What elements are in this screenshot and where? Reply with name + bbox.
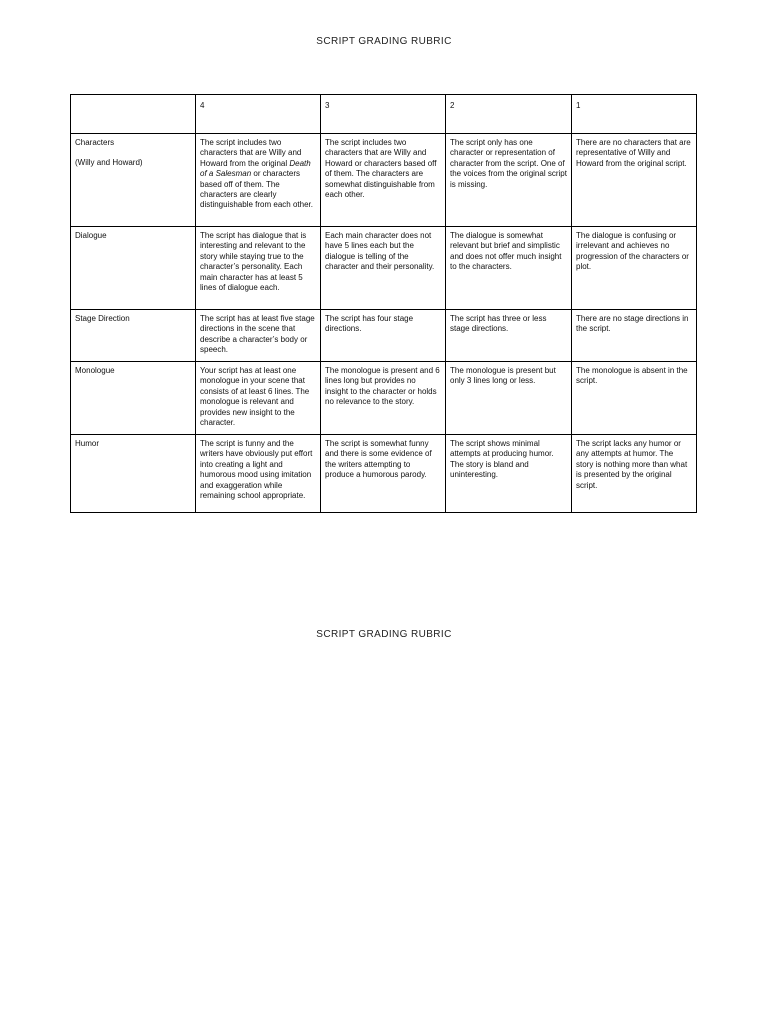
score-4-cell bbox=[196, 134, 321, 227]
score-4-cell: The script has at least five stage directions in the scene that describe a character’s body or speech. bbox=[196, 310, 321, 362]
score-1-cell: The dialogue is confusing or irrelevant and achieves no progression of the characters or plot. bbox=[572, 227, 697, 310]
score-1-cell: There are no characters that are representative of Willy and Howard from the original script. bbox=[572, 134, 697, 227]
criterion-cell bbox=[71, 134, 196, 227]
score-3-cell: The script is somewhat funny and there is some evidence of the writers attempting to produce a humorous parody. bbox=[321, 435, 446, 513]
score-1-cell: There are no stage directions in the script. bbox=[572, 310, 697, 362]
score-2-cell: The dialogue is somewhat relevant but brief and simplistic and does not offer much insight to the characters. bbox=[446, 227, 572, 310]
criterion-label: Characters bbox=[75, 138, 115, 147]
header-cell-criterion bbox=[71, 95, 196, 134]
page-title: SCRIPT GRADING RUBRIC bbox=[316, 36, 452, 47]
score-1-cell: The monologue is absent in the script. bbox=[572, 362, 697, 435]
header-cell-score-4: 4 bbox=[196, 95, 321, 134]
score-4-cell: Your script has at least one monologue in your scene that consists of at least 6 lines. The monologue is relevant and provides new insight to the character. bbox=[196, 362, 321, 435]
header-cell-score-3: 3 bbox=[321, 95, 446, 134]
score-2-cell: The monologue is present but only 3 lines long or less. bbox=[446, 362, 572, 435]
score-3-cell: The script includes two characters that are Willy and Howard or characters based off of them. The characters are somewhat distinguishable from each other. bbox=[321, 134, 446, 227]
table-row-dialogue bbox=[71, 227, 697, 310]
score-4-text: The script includes two characters that are Willy and Howard from the original bbox=[200, 138, 302, 168]
criterion-sublabel: (Willy and Howard) bbox=[75, 158, 143, 168]
rubric-table bbox=[70, 94, 697, 513]
criterion-cell: Monologue bbox=[71, 362, 196, 435]
score-3-cell: Each main character does not have 5 lines each but the dialogue is telling of the character and their personality. bbox=[321, 227, 446, 310]
play-title: Death of a Salesman bbox=[200, 158, 311, 179]
score-4-cell: The script is funny and the writers have obviously put effort into creating a light and humorous mood using imitation and exaggeration while remaining school appropriate. bbox=[196, 435, 321, 513]
header-cell-score-1: 1 bbox=[572, 95, 697, 134]
score-2-cell: The script has three or less stage directions. bbox=[446, 310, 572, 362]
table-row-characters bbox=[71, 134, 697, 227]
score-4-text-continued: or characters based off of them. The characters are clearly distinguishable from each other. bbox=[200, 169, 313, 210]
criterion-cell: Dialogue bbox=[71, 227, 196, 310]
page-title-repeat: SCRIPT GRADING RUBRIC bbox=[316, 629, 452, 640]
table-row-humor bbox=[71, 435, 697, 513]
score-2-cell: The script only has one character or representation of character from the script. One of the voices from the original script is missing. bbox=[446, 134, 572, 227]
table-row-monologue bbox=[71, 362, 697, 435]
score-4-cell: The script has dialogue that is interesting and relevant to the story while staying true to the character’s personality. Each main character has at least 5 lines of dialogue each. bbox=[196, 227, 321, 310]
criterion-cell: Stage Direction bbox=[71, 310, 196, 362]
score-3-cell: The script has four stage directions. bbox=[321, 310, 446, 362]
score-2-cell: The script shows minimal attempts at producing humor. The story is bland and uninteresting. bbox=[446, 435, 572, 513]
header-cell-score-2: 2 bbox=[446, 95, 572, 134]
score-1-cell: The script lacks any humor or any attempts at humor. The story is nothing more than what is presented by the original script. bbox=[572, 435, 697, 513]
score-3-cell: The monologue is present and 6 lines long but provides no insight to the character or holds no relevance to the story. bbox=[321, 362, 446, 435]
table-row-stage-direction bbox=[71, 310, 697, 362]
header-row bbox=[71, 95, 697, 134]
criterion-cell: Humor bbox=[71, 435, 196, 513]
